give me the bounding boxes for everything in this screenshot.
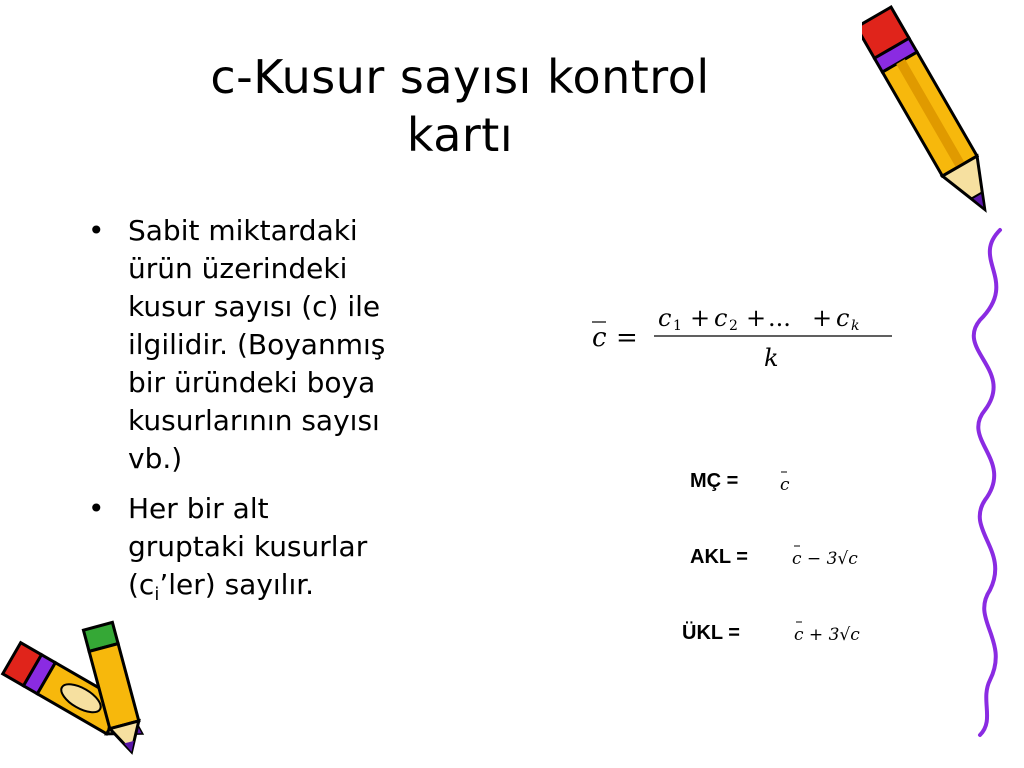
bullet-text: ’ler) sayılır. bbox=[159, 568, 315, 601]
num-plus: + bbox=[690, 304, 711, 332]
num-c2: c bbox=[714, 304, 728, 332]
num-plus: + bbox=[746, 304, 767, 332]
lower-limit-label: AKL = bbox=[690, 546, 748, 568]
bullet-line: Her bir alt bbox=[128, 492, 269, 525]
center-line-formula bbox=[776, 466, 806, 496]
bullet-line: kusur sayısı (c) ile bbox=[128, 290, 381, 323]
lower-limit-formula bbox=[788, 538, 878, 572]
title-line: kartı bbox=[406, 108, 514, 162]
bullet-line: kusurlarının sayısı bbox=[128, 404, 380, 437]
bullet-item bbox=[88, 212, 488, 478]
akl-expr: c − 3√c bbox=[792, 549, 858, 569]
num-c1: c bbox=[658, 304, 672, 332]
num-s2: 2 bbox=[729, 318, 738, 334]
squiggle-line bbox=[960, 220, 1024, 740]
bullet-line: gruptaki kusurlar bbox=[128, 530, 368, 563]
bullet-line: bir üründeki boya bbox=[128, 366, 376, 399]
slide-title bbox=[60, 48, 860, 164]
mean-formula bbox=[586, 300, 906, 380]
center-line-label: MÇ = bbox=[690, 470, 739, 492]
bullet-list bbox=[88, 212, 488, 626]
bullet-line: Sabit miktardaki bbox=[128, 214, 358, 247]
bullet-line: vb.) bbox=[128, 442, 183, 475]
num-s1: 1 bbox=[673, 318, 682, 334]
num-plus: + bbox=[812, 304, 833, 332]
bullet-item bbox=[88, 490, 488, 614]
cl-c: c bbox=[780, 475, 790, 495]
bullet-line: ürün üzerindeki bbox=[128, 252, 348, 285]
bullet-line: ilgilidir. (Boyanmış bbox=[128, 328, 386, 361]
bullet-line bbox=[128, 566, 488, 614]
num-dots: ... bbox=[768, 304, 791, 332]
bullet-symbol: • bbox=[88, 214, 105, 247]
upper-limit-formula bbox=[790, 614, 880, 648]
bullet-text: (c bbox=[128, 568, 155, 601]
formula-lhs: c bbox=[592, 323, 607, 353]
title-line: c-Kusur sayısı kontrol bbox=[210, 50, 710, 104]
num-ck: c bbox=[836, 304, 850, 332]
formula-equals: = bbox=[616, 323, 638, 353]
upper-limit-label: ÜKL = bbox=[682, 622, 740, 644]
bullet-symbol: • bbox=[88, 492, 105, 525]
num-sk: k bbox=[851, 318, 860, 334]
formula-denominator: k bbox=[764, 344, 779, 372]
ukl-expr: c + 3√c bbox=[794, 625, 860, 645]
subscript-i: i bbox=[154, 584, 160, 605]
pencil-icon bbox=[60, 620, 170, 760]
pencil-icon bbox=[862, 2, 1002, 242]
